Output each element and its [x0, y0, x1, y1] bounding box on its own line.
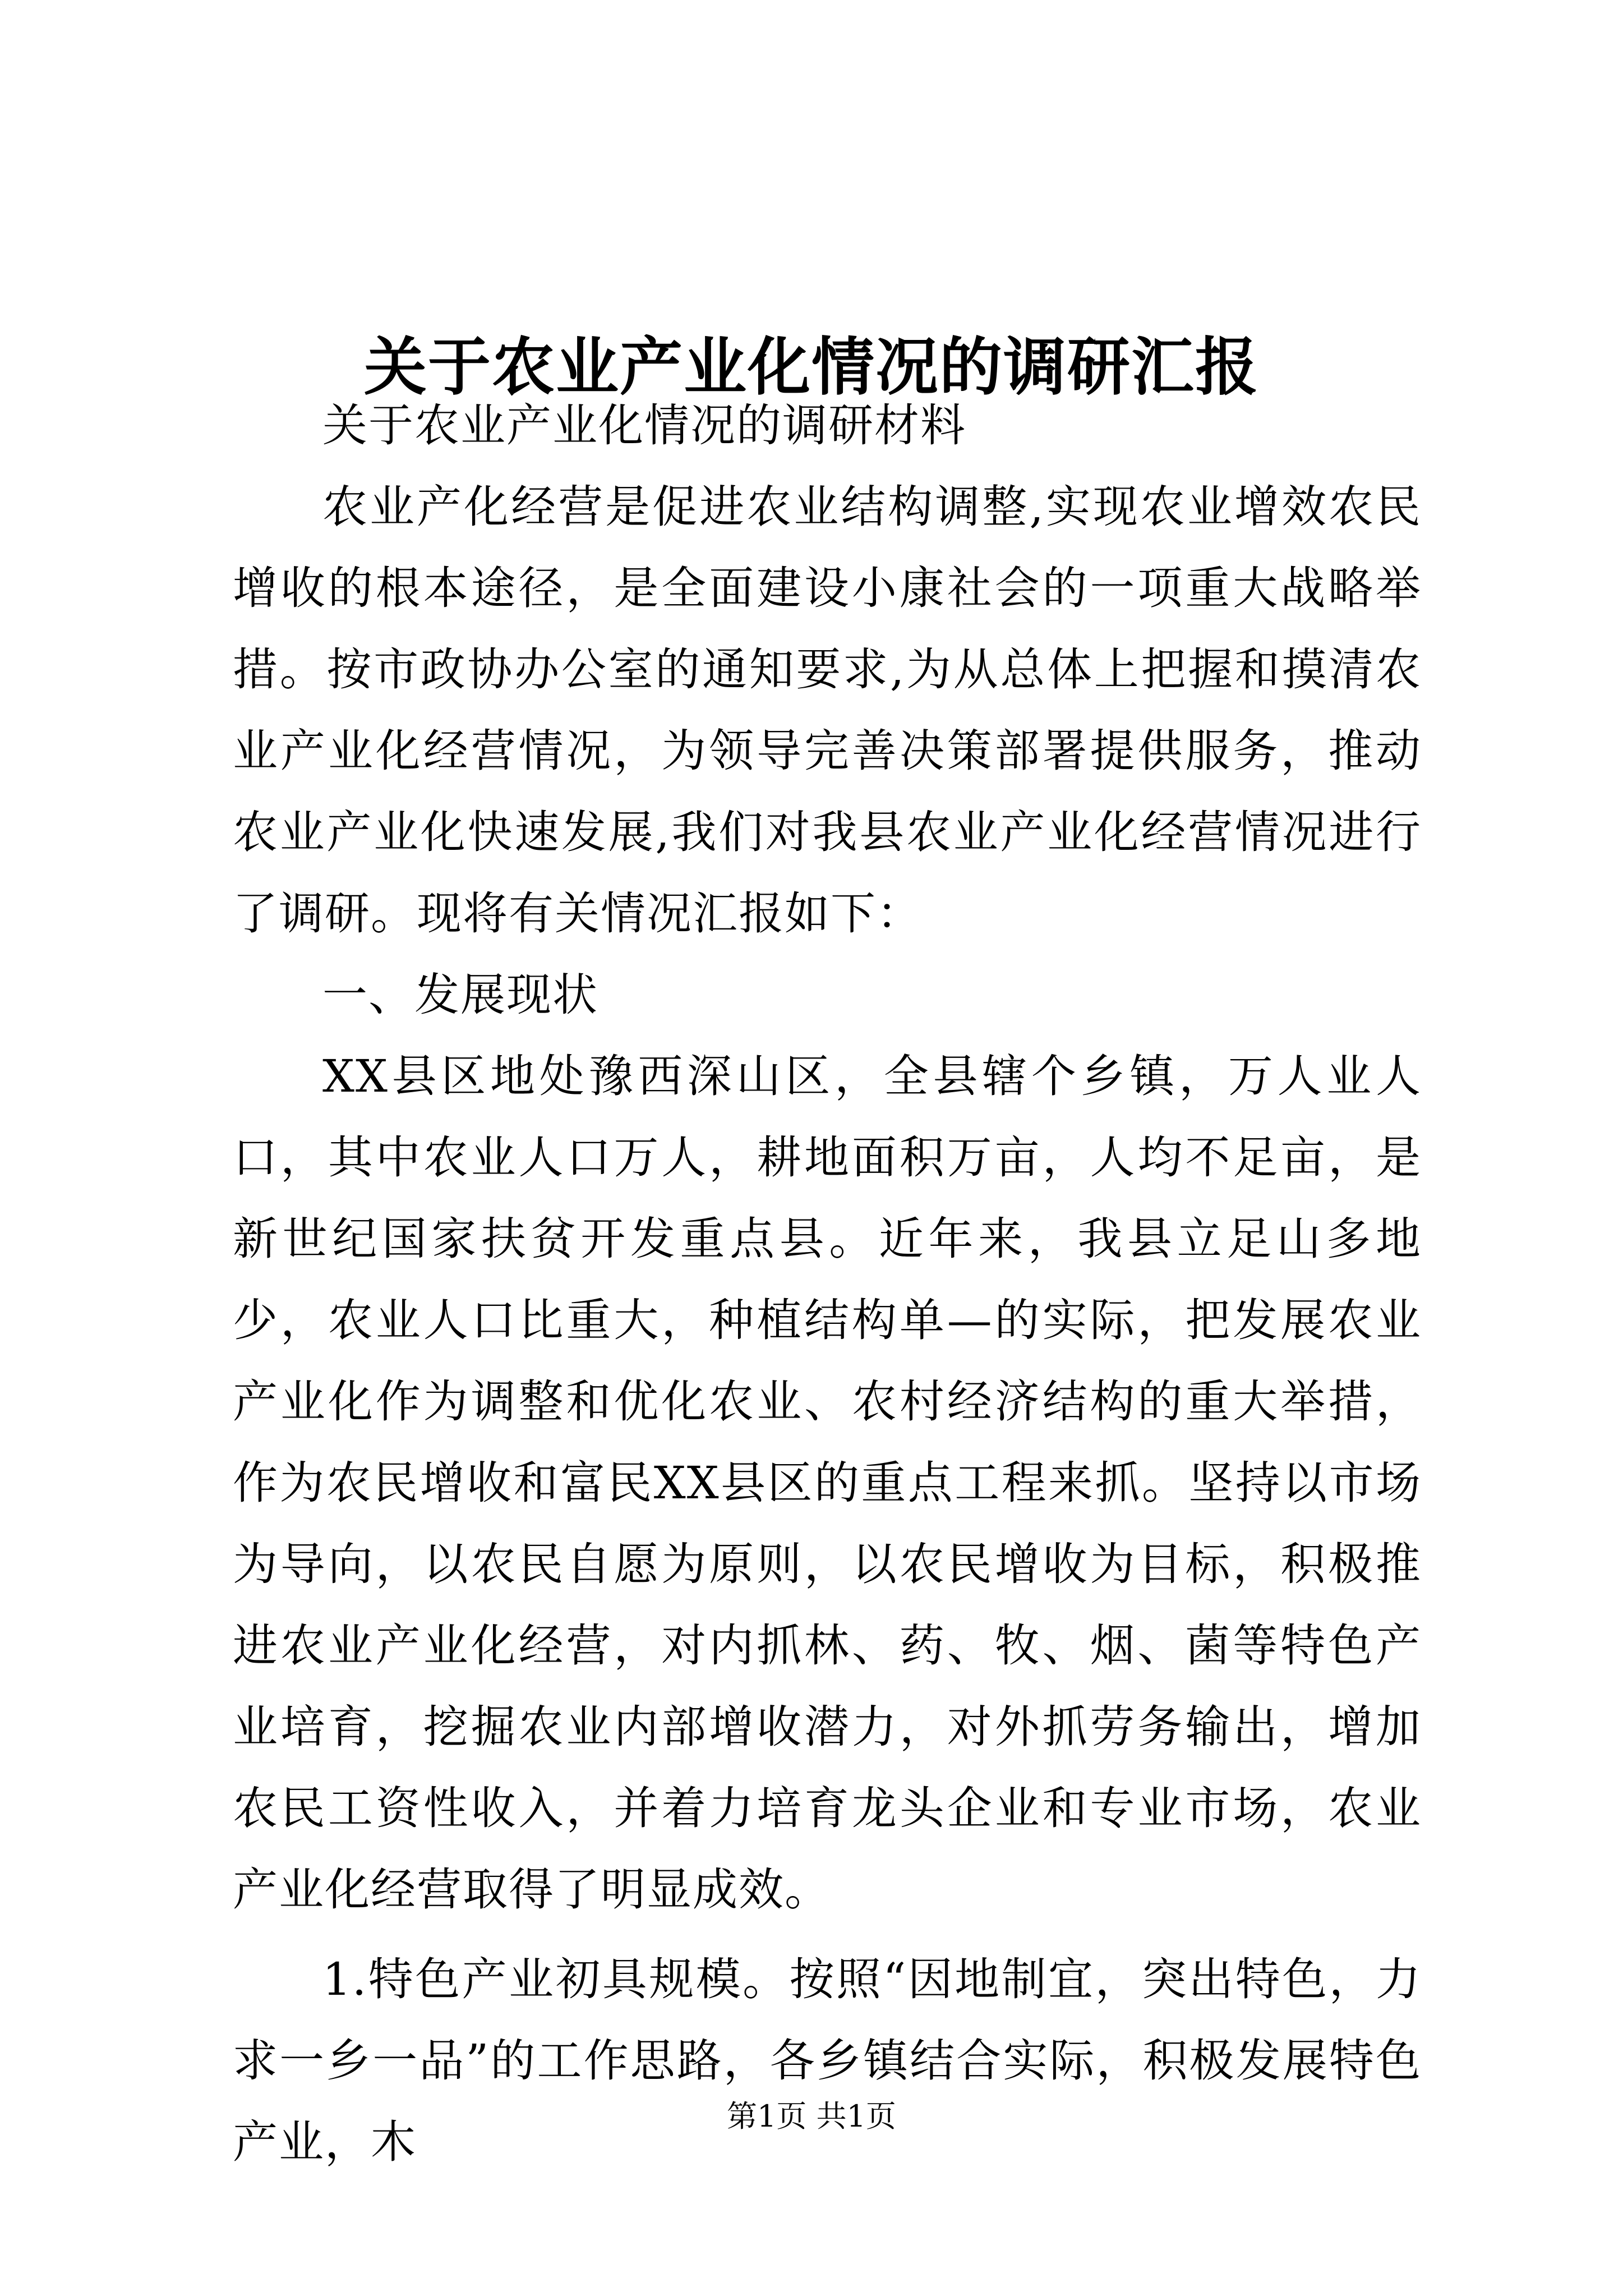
section-heading: 一、发展现状: [322, 969, 598, 1021]
intro-paragraph: 农业产化经营是促进农业结构调整,实现农业增效农民增收的根本途径，是全面建设小康社会的一项重大战略举措。按市政协办公室的通知要求,为从总体上把握和摸清农业产业化经营情况，为领导完善决策部署提供服务，推动农业产业化快速发展,我们对我县农业产业化经营情况进行了调研。现将有关情况汇报如下：: [233, 481, 1422, 940]
status-paragraph: XX县区地处豫西深山区，全县辖个乡镇，万人业人口，其中农业人口万人，耕地面积万亩，人均不足亩，是新世纪国家扶贫开发重点县。近年来，我县立足山多地少，农业人口比重大，种植结构单—的实际，把发展农业产业化作为调整和优化农业、农村经济结构的重大举措，作为农民增收和富民XX县区的重点工程来抓。坚持以市场为导向，以农民自愿为原则，以农民增收为目标，积极推进农业产业化经营，对内抓林、药、牧、烟、菌等特色产业培育，挖掘农业内部增收潜力，对外抓劳务输出，增加农民工资性收入，并着力培育龙头企业和专业市场，农业产业化经营取得了明显成效。: [233, 1050, 1422, 1916]
page-footer: 第1页 共1页: [727, 2099, 896, 2134]
numbered-paragraph: 1.特色产业初具规模。按照“因地制宜，突出特色，力求一乡一品”的工作思路，各乡镇结合实际，积极发展特色产业，木: [233, 1953, 1422, 2168]
subtitle-paragraph: 关于农业产业化情况的调研材料: [322, 399, 966, 452]
document-title: 关于农业产业化情况的调研汇报: [364, 330, 1259, 404]
document-body: [233, 385, 1422, 2183]
